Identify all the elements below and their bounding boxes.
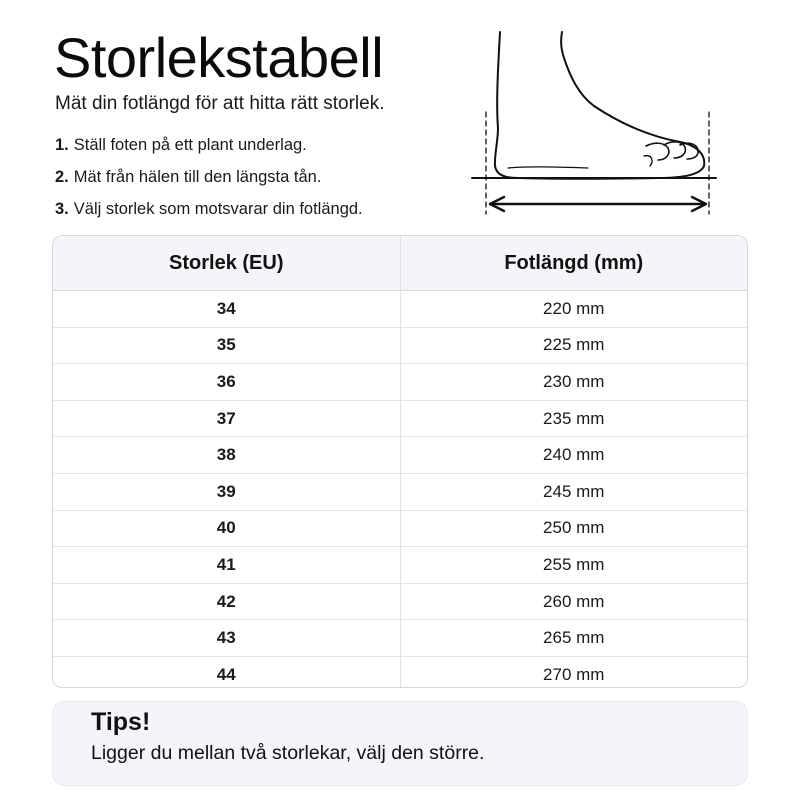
size-cell: 36 — [216, 371, 236, 391]
tips-title: Tips! — [91, 708, 151, 736]
table-row — [53, 291, 747, 328]
instruction-step — [55, 133, 363, 165]
step-number: 1. — [55, 136, 69, 154]
tips-text: Ligger du mellan två storlekar, välj den större. — [91, 742, 485, 764]
table-row — [53, 401, 747, 438]
length-cell: 260 mm — [400, 584, 748, 620]
column-header-size: Storlek (EU) — [169, 251, 284, 274]
step-text: Välj storlek som motsvarar din fotlängd. — [73, 200, 363, 218]
size-cell: 38 — [216, 445, 236, 465]
size-cell: 42 — [216, 591, 236, 611]
length-cell: 220 mm — [400, 291, 748, 327]
table-row — [53, 364, 747, 401]
step-text: Ställ foten på ett plant underlag. — [73, 136, 307, 154]
page-subtitle: Mät din fotlängd för att hitta rätt storlek. — [55, 93, 385, 114]
size-cell: 41 — [216, 554, 236, 574]
step-number: 3. — [55, 200, 69, 218]
length-cell: 235 mm — [400, 401, 748, 437]
table-row — [53, 437, 747, 474]
instruction-step — [55, 165, 363, 197]
size-table — [52, 235, 748, 688]
table-row — [53, 547, 747, 584]
table-row — [53, 328, 747, 365]
length-cell: 240 mm — [400, 437, 748, 473]
size-cell: 34 — [216, 298, 236, 318]
page-title: Storlekstabell — [54, 26, 384, 89]
length-cell: 250 mm — [400, 511, 748, 547]
size-cell: 40 — [216, 518, 236, 538]
instruction-step — [55, 197, 363, 229]
step-text: Mät från hälen till den längsta tån. — [73, 168, 322, 186]
length-cell: 265 mm — [400, 620, 748, 656]
size-cell: 37 — [216, 408, 236, 428]
table-header — [53, 236, 747, 291]
length-cell: 245 mm — [400, 474, 748, 510]
instruction-list — [55, 133, 363, 229]
size-cell: 44 — [216, 664, 236, 684]
column-header-length: Fotlängd (mm) — [400, 236, 748, 290]
size-cell: 39 — [216, 481, 236, 501]
table-row — [53, 657, 747, 688]
table-row — [53, 474, 747, 511]
length-cell: 230 mm — [400, 364, 748, 400]
size-cell: 43 — [216, 628, 236, 648]
table-row — [53, 511, 747, 548]
tips-box — [52, 701, 748, 786]
step-number: 2. — [55, 168, 69, 186]
table-row — [53, 620, 747, 657]
table-row — [53, 584, 747, 621]
length-cell: 270 mm — [400, 657, 748, 688]
length-cell: 255 mm — [400, 547, 748, 583]
length-cell: 225 mm — [400, 328, 748, 364]
size-cell: 35 — [216, 335, 236, 355]
foot-measurement-icon — [468, 28, 720, 224]
